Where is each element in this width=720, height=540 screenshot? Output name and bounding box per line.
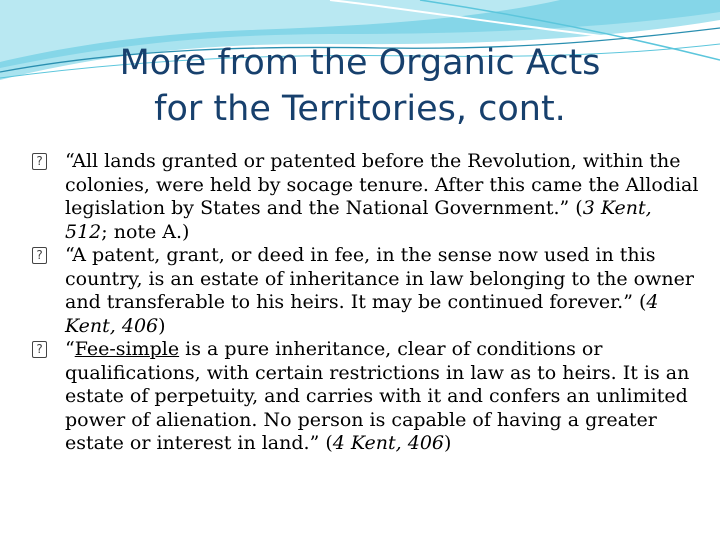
citation: 4 Kent, 406: [332, 432, 445, 454]
slide-title: [60, 40, 660, 132]
quote-end: ): [444, 432, 452, 454]
citation: 4 Kent, 406: [65, 291, 659, 337]
title-line-1: More from the Organic Acts: [119, 43, 601, 83]
bullet-paragraph-3: [32, 338, 700, 456]
bullet-paragraph-1: [32, 150, 700, 244]
missing-glyph-bullet-icon: ?: [32, 247, 47, 264]
missing-glyph-bullet-icon: ?: [32, 153, 47, 170]
quote-text: “A patent, grant, or deed in fee, in the sense now used in this country, is an estate of inheritance in law belonging to the owner and transferable to his heirs. It may be continued forever.” (: [65, 244, 694, 313]
quote-end: ; note A.): [101, 220, 190, 243]
quote-text: is a pure inheritance, clear of conditions or qualifications, with certain restrictions in law as to heirs. It is an estate of perpetuity, and carries with it and confers an unlimited power of alienation. No person is capable of having a greater estate or interest in land.” (: [65, 338, 690, 454]
title-line-2: for the Territories, cont.: [154, 89, 566, 129]
quote-end: ): [158, 314, 166, 337]
quote-open: “: [65, 338, 75, 360]
missing-glyph-bullet-icon: ?: [32, 341, 47, 358]
bullet-paragraph-2: [32, 244, 700, 338]
citation: 3 Kent, 512: [65, 197, 652, 243]
quote-text: “All lands granted or patented before the Revolution, within the colonies, were held by socage tenure. After this came the Allodial legislation by States and the National Government.” (: [65, 150, 699, 219]
fee-simple-term: Fee-simple: [74, 338, 180, 360]
slide-body: [32, 150, 700, 456]
